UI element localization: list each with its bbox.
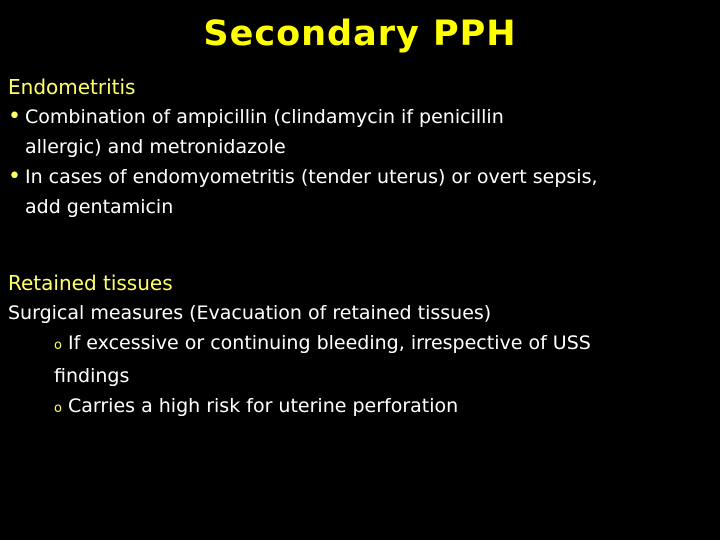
sub-bullet-continuation: findings <box>54 365 130 387</box>
section-intro: Surgical measures (Evacuation of retained tissues) <box>8 302 492 324</box>
circle-bullet-icon: o <box>54 401 62 416</box>
bullet-item <box>8 162 708 192</box>
bullet-continuation: allergic) and metronidazole <box>25 136 286 158</box>
bullet-continuation: add gentamicin <box>25 196 174 218</box>
section-heading-endometritis: Endometritis <box>8 75 136 99</box>
sub-bullet-item <box>8 328 708 361</box>
sub-bullet-item <box>8 391 708 424</box>
bullet-item <box>8 102 708 132</box>
slide-title: Secondary PPH <box>203 14 517 54</box>
section-spacer <box>8 222 708 268</box>
circle-bullet-icon: o <box>54 338 62 353</box>
sub-bullet-text: If excessive or continuing bleeding, irrespective of USS <box>67 332 591 354</box>
sub-bullet-text: Carries a high risk for uterine perforation <box>67 395 459 417</box>
bullet-text: In cases of endomyometritis (tender uterus) or overt sepsis, <box>24 166 598 188</box>
slide-body <box>8 72 708 424</box>
bullet-icon: • <box>8 164 21 189</box>
section-heading-retained-tissues: Retained tissues <box>8 271 173 295</box>
bullet-text: Combination of ampicillin (clindamycin if penicillin <box>24 106 504 128</box>
bullet-icon: • <box>8 104 21 129</box>
